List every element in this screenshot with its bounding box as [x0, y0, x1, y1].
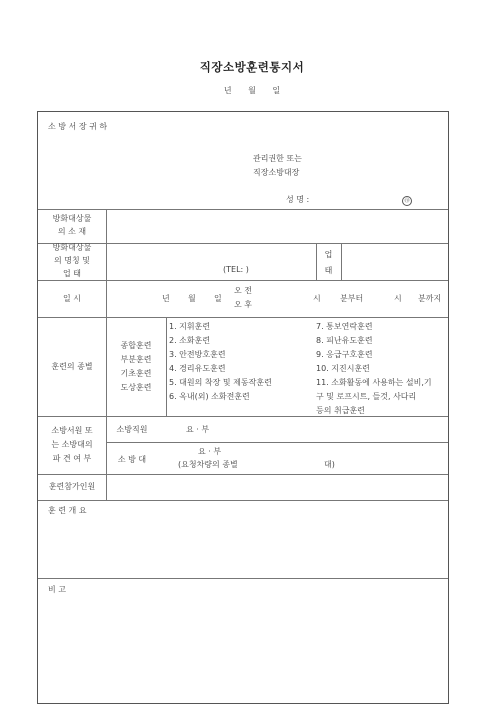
seal-icon: ㊞: [402, 196, 412, 206]
notice-form: [37, 111, 449, 704]
name-label-3: 업 태: [63, 269, 81, 278]
training-item: 9. 응급구호훈련: [316, 350, 373, 359]
training-item: 6. 옥내(외) 소화전훈련: [169, 392, 250, 401]
datetime-month: 월: [188, 294, 196, 303]
category-partial: 부분훈련: [120, 355, 152, 364]
authority-label-1: 관리권한 또는: [253, 154, 302, 163]
tel-field: (TEL: ): [223, 265, 249, 274]
business-label-1: 업: [324, 250, 333, 259]
name-label-2: 의 명칭 및: [54, 256, 90, 265]
document-title: 직장소방훈련통지서: [199, 60, 305, 74]
training-item: 5. 대원의 착장 및 제동작훈련: [169, 378, 272, 387]
training-type-label: 훈련의 종별: [51, 362, 93, 371]
start-minute: 분부터: [340, 294, 364, 303]
location-label-1: 방화대상물: [52, 214, 92, 223]
training-item: 4. 경리유도훈련: [169, 364, 226, 373]
category-tabletop: 도상훈련: [120, 383, 152, 392]
divider: [38, 474, 448, 475]
divider: [106, 209, 107, 317]
divider: [38, 416, 448, 417]
end-minute: 분까지: [418, 294, 442, 303]
participants-label: 훈련참가인원: [48, 482, 96, 491]
dispatch-label-2: 는 소방대의: [51, 440, 93, 449]
divider: [38, 209, 448, 210]
training-item: 구 및 로프시트, 들것, 사다리: [316, 392, 417, 401]
issue-date: 년 월 일: [223, 86, 281, 95]
divider: [38, 578, 448, 579]
category-basic: 기초훈련: [120, 369, 152, 378]
staff-value: 요 · 부: [186, 425, 210, 434]
authority-label-2: 직장소방대장: [253, 168, 300, 177]
datetime-day: 일: [214, 294, 222, 303]
location-label-2: 의 소 재: [57, 227, 87, 236]
divider: [166, 317, 167, 416]
staff-label: 소방직원: [116, 425, 148, 434]
training-item: 11. 소화활동에 사용하는 설비,기: [316, 378, 432, 387]
recipient-heading: 소 방 서 장 귀 하: [48, 122, 108, 131]
divider: [341, 243, 342, 280]
unit-label: 소 방 대: [117, 455, 147, 464]
divider: [106, 442, 448, 443]
training-item: 1. 지휘훈련: [169, 322, 211, 331]
pm-label: 오 후: [234, 300, 252, 309]
unit-vehicle: (요청차량의 종별: [178, 460, 238, 469]
training-item: 7. 통보연락훈련: [316, 322, 373, 331]
start-hour: 시: [313, 294, 321, 303]
unit-value: 요 · 부: [198, 447, 222, 456]
remarks-label: 비 고: [48, 585, 66, 594]
datetime-year: 년: [162, 294, 170, 303]
divider: [38, 317, 448, 318]
overview-label: 훈 련 개 요: [48, 506, 87, 515]
seal-mark: [402, 193, 412, 207]
end-hour: 시: [394, 294, 402, 303]
dispatch-label-3: 파 견 여 부: [52, 454, 92, 463]
am-label: 오 전: [234, 286, 252, 295]
training-item: 등의 취급훈련: [316, 406, 365, 415]
category-comprehensive: 종합훈련: [120, 341, 152, 350]
training-item: 10. 지진시훈련: [316, 364, 370, 373]
divider: [38, 500, 448, 501]
name-label: 성 명 :: [286, 195, 310, 204]
unit-vehicle-end: 대): [324, 460, 335, 469]
name-label-1: 방화대상물: [52, 243, 92, 252]
training-item: 3. 안전방호훈련: [169, 350, 226, 359]
dispatch-label-1: 소방서원 또: [51, 426, 93, 435]
training-item: 8. 피난유도훈련: [316, 336, 373, 345]
business-label-2: 태: [324, 266, 333, 275]
datetime-label: 일 시: [63, 294, 81, 303]
training-item: 2. 소화훈련: [169, 336, 211, 345]
